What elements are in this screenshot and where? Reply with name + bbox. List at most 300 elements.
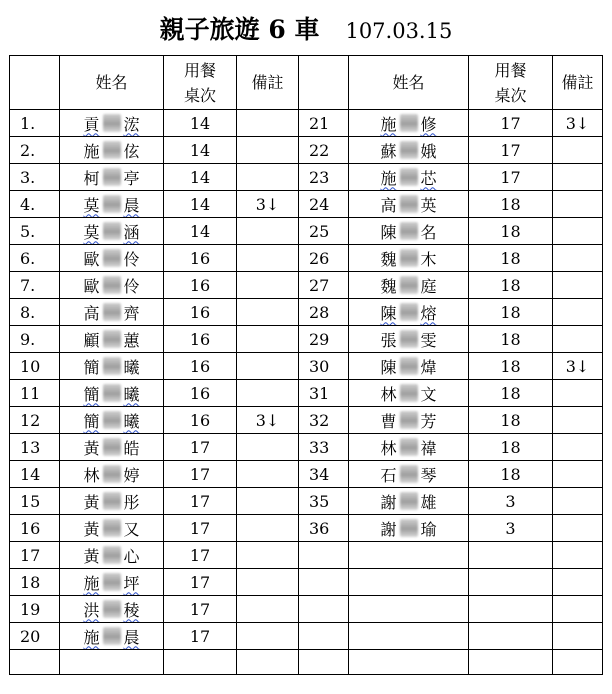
row-number: 7. [10,272,60,299]
redaction-mosaic [400,438,418,456]
name-cell [60,461,164,488]
redaction-mosaic [103,519,121,537]
surname: 施 [83,627,100,647]
table-row [10,596,603,623]
given-name-char: 伭 [123,141,140,161]
surname: 石 [380,465,397,485]
person-name [83,409,139,432]
note-cell: 3↓ [237,191,299,218]
table-number [469,569,553,596]
surname: 洪 [83,600,100,620]
row-number: 8. [10,299,60,326]
table-number: 17 [164,488,237,515]
note-cell [553,164,603,191]
surname: 莫 [83,222,100,242]
name-cell [349,488,469,515]
note-cell [553,407,603,434]
row-number [299,569,349,596]
name-cell [60,326,164,353]
table-number: 17 [164,542,237,569]
note-cell [237,245,299,272]
redaction-mosaic [103,249,121,267]
header-no-left [10,56,60,110]
name-cell [349,164,469,191]
redaction-mosaic [103,303,121,321]
table-number: 14 [164,110,237,137]
note-cell [237,488,299,515]
table-number: 18 [469,218,553,245]
row-number: 29 [299,326,349,353]
row-number: 2. [10,137,60,164]
redaction-mosaic [103,168,121,186]
name-cell [60,407,164,434]
row-number: 1. [10,110,60,137]
redaction-mosaic [103,411,121,429]
header-table-right [469,56,553,110]
redaction-mosaic [103,357,121,375]
redaction-mosaic [103,546,121,564]
name-cell [349,191,469,218]
name-cell [349,353,469,380]
name-cell [60,434,164,461]
person-name [83,328,139,351]
person-name [380,112,436,135]
name-cell [60,272,164,299]
table-row [10,569,603,596]
table-number: 3 [469,488,553,515]
header-note-right: 備註 [553,56,603,110]
person-name [380,517,436,540]
given-name-char: 禕 [420,438,437,458]
surname: 顧 [83,330,100,350]
redaction-mosaic [103,627,121,645]
table-number: 14 [164,191,237,218]
name-cell [60,596,164,623]
note-cell [237,542,299,569]
row-number: 31 [299,380,349,407]
row-number [299,596,349,623]
person-name [380,436,436,459]
name-cell [349,515,469,542]
note-cell [553,245,603,272]
note-cell [553,650,603,675]
name-cell [349,650,469,675]
surname: 陳 [380,222,397,242]
surname: 簡 [83,384,100,404]
surname: 高 [83,303,100,323]
given-name-char: 英 [420,195,437,215]
redaction-mosaic [400,195,418,213]
person-name [83,598,139,621]
note-cell [237,353,299,380]
row-number: 26 [299,245,349,272]
table-number: 17 [164,596,237,623]
note-cell [553,380,603,407]
name-cell [60,569,164,596]
table-row [10,218,603,245]
redaction-mosaic [400,141,418,159]
given-name-char: 娥 [420,141,437,161]
roster-table [9,55,603,675]
table-number: 16 [164,299,237,326]
name-cell [349,542,469,569]
given-name-char: 伶 [123,249,140,269]
row-number: 30 [299,353,349,380]
person-name [380,490,436,513]
redaction-mosaic [400,465,418,483]
note-cell [237,515,299,542]
note-cell [237,380,299,407]
given-name-char: 煒 [420,357,437,377]
table-row [10,461,603,488]
table-number: 3 [469,515,553,542]
surname: 蘇 [380,141,397,161]
table-number: 18 [469,380,553,407]
given-name-char: 又 [123,519,140,539]
note-cell: 3↓ [553,353,603,380]
redaction-mosaic [400,357,418,375]
row-number: 20 [10,623,60,650]
table-number: 14 [164,218,237,245]
table-number: 17 [164,461,237,488]
header-table-line1: 用餐 [183,60,216,80]
row-number: 25 [299,218,349,245]
redaction-mosaic [103,195,121,213]
redaction-mosaic [103,600,121,618]
note-cell [553,326,603,353]
name-cell [60,488,164,515]
note-cell [237,110,299,137]
redaction-mosaic [103,492,121,510]
person-name [83,139,139,162]
person-name [380,247,436,270]
person-name [83,571,139,594]
given-name-char: 名 [420,222,437,242]
given-name-char: 木 [420,249,437,269]
surname: 林 [380,438,397,458]
name-cell [349,596,469,623]
name-cell [60,623,164,650]
roster-body [10,110,603,675]
person-name [380,382,436,405]
note-cell [237,218,299,245]
given-name-char: 曦 [123,411,140,431]
person-name [83,193,139,216]
redaction-mosaic [103,573,121,591]
name-cell [349,137,469,164]
row-number: 9. [10,326,60,353]
given-name-char: 齊 [123,303,140,323]
table-number: 16 [164,245,237,272]
note-cell [553,488,603,515]
row-number: 12 [10,407,60,434]
row-number: 16 [10,515,60,542]
redaction-mosaic [103,438,121,456]
redaction-mosaic [103,114,121,132]
table-number: 16 [164,353,237,380]
note-cell [237,272,299,299]
surname: 施 [380,114,397,134]
surname: 高 [380,195,397,215]
note-cell [237,650,299,675]
surname: 簡 [83,357,100,377]
note-cell [237,596,299,623]
note-cell: 3↓ [553,110,603,137]
surname: 曹 [380,411,397,431]
name-cell [349,299,469,326]
header-note-left: 備註 [237,56,299,110]
table-number: 14 [164,137,237,164]
surname: 歐 [83,249,100,269]
surname: 黃 [83,546,100,566]
note-cell [553,623,603,650]
row-number [299,623,349,650]
note-cell [237,434,299,461]
table-number: 18 [469,353,553,380]
table-number: 18 [469,299,553,326]
person-name [380,274,436,297]
person-name [380,301,436,324]
note-cell [237,623,299,650]
table-number [469,650,553,675]
redaction-mosaic [400,384,418,402]
person-name [380,409,436,432]
row-number: 24 [299,191,349,218]
person-name [380,328,436,351]
name-cell [349,110,469,137]
person-name [380,193,436,216]
note-cell [553,218,603,245]
note-cell [237,326,299,353]
given-name-char: 瑜 [420,519,437,539]
person-name [380,355,436,378]
given-name-char: 蕙 [123,330,140,350]
redaction-mosaic [400,168,418,186]
person-name [83,544,139,567]
name-cell [349,245,469,272]
person-name [380,139,436,162]
given-name-char: 亭 [123,168,140,188]
name-cell [60,380,164,407]
person-name [83,625,139,648]
row-number: 22 [299,137,349,164]
surname: 施 [380,168,397,188]
row-number: 17 [10,542,60,569]
given-name-char: 坪 [123,573,140,593]
note-cell [553,542,603,569]
table-row [10,515,603,542]
table-row [10,488,603,515]
redaction-mosaic [400,492,418,510]
table-number: 16 [164,272,237,299]
person-name [380,463,436,486]
given-name-char: 心 [123,546,140,566]
redaction-mosaic [103,222,121,240]
table-number: 17 [164,434,237,461]
given-name-char: 浤 [123,114,140,134]
row-number: 14 [10,461,60,488]
person-name [83,112,139,135]
header-table-line2: 桌次 [494,85,527,105]
row-number: 23 [299,164,349,191]
note-cell [553,461,603,488]
table-row [10,380,603,407]
table-row [10,245,603,272]
row-number: 21 [299,110,349,137]
row-number [299,542,349,569]
table-row [10,542,603,569]
table-number [469,596,553,623]
given-name-char: 芳 [420,411,437,431]
name-cell [60,515,164,542]
surname: 魏 [380,249,397,269]
note-cell [553,299,603,326]
redaction-mosaic [400,276,418,294]
given-name-char: 修 [420,114,437,134]
table-number [164,650,237,675]
person-name [380,220,436,243]
table-number: 17 [164,569,237,596]
row-number: 6. [10,245,60,272]
header-row [10,56,603,110]
redaction-mosaic [400,222,418,240]
note-cell [553,191,603,218]
header-name-right: 姓名 [349,56,469,110]
row-number: 35 [299,488,349,515]
row-number: 13 [10,434,60,461]
given-name-char: 熔 [420,303,437,323]
table-row [10,110,603,137]
redaction-mosaic [400,330,418,348]
table-row [10,137,603,164]
note-cell [237,569,299,596]
table-row [10,650,603,675]
surname: 陳 [380,303,397,323]
table-row [10,299,603,326]
person-name [83,490,139,513]
name-cell [60,650,164,675]
surname: 陳 [380,357,397,377]
surname: 莫 [83,195,100,215]
note-cell [553,596,603,623]
redaction-mosaic [103,141,121,159]
surname: 歐 [83,276,100,296]
table-number: 18 [469,434,553,461]
person-name [83,166,139,189]
row-number: 11 [10,380,60,407]
note-cell [553,569,603,596]
row-number: 15 [10,488,60,515]
surname: 施 [83,573,100,593]
header-table-left [164,56,237,110]
table-row [10,623,603,650]
given-name-char: 彤 [123,492,140,512]
note-cell [237,299,299,326]
person-name [83,301,139,324]
name-cell [349,407,469,434]
person-name [83,220,139,243]
note-cell [237,164,299,191]
table-row [10,272,603,299]
given-name-char: 琴 [420,465,437,485]
name-cell [60,191,164,218]
surname: 施 [83,141,100,161]
name-cell [60,137,164,164]
header-table-line1: 用餐 [494,60,527,80]
row-number: 19 [10,596,60,623]
note-cell: 3↓ [237,407,299,434]
given-name-char: 涵 [123,222,140,242]
row-number [10,650,60,675]
given-name-char: 曦 [123,357,140,377]
table-number: 18 [469,326,553,353]
redaction-mosaic [103,276,121,294]
surname: 張 [380,330,397,350]
redaction-mosaic [400,303,418,321]
person-name [83,355,139,378]
given-name-char: 曦 [123,384,140,404]
name-cell [349,326,469,353]
given-name-char: 晨 [123,627,140,647]
surname: 魏 [380,276,397,296]
note-cell [553,272,603,299]
name-cell [60,299,164,326]
given-name-char: 芯 [420,168,437,188]
table-number: 17 [469,110,553,137]
row-number: 33 [299,434,349,461]
redaction-mosaic [400,249,418,267]
header-table-line2: 桌次 [183,85,216,105]
surname: 柯 [83,168,100,188]
row-number: 5. [10,218,60,245]
name-cell [60,110,164,137]
name-cell [349,623,469,650]
surname: 貢 [83,114,100,134]
row-number: 34 [299,461,349,488]
surname: 簡 [83,411,100,431]
table-number: 18 [469,407,553,434]
given-name-char: 稜 [123,600,140,620]
given-name-char: 庭 [420,276,437,296]
table-row [10,164,603,191]
person-name [83,247,139,270]
name-cell [349,272,469,299]
person-name [380,166,436,189]
row-number: 28 [299,299,349,326]
given-name-char: 文 [420,384,437,404]
name-cell [60,164,164,191]
name-cell [60,245,164,272]
row-number: 4. [10,191,60,218]
row-number: 27 [299,272,349,299]
title-date: 107.03.15 [345,19,453,43]
table-row [10,191,603,218]
table-number: 18 [469,245,553,272]
surname: 謝 [380,492,397,512]
redaction-mosaic [400,114,418,132]
table-number: 18 [469,272,553,299]
note-cell [553,137,603,164]
table-number: 18 [469,191,553,218]
header-name-left: 姓名 [60,56,164,110]
name-cell [349,218,469,245]
name-cell [60,542,164,569]
name-cell [349,434,469,461]
row-number [299,650,349,675]
surname: 黃 [83,438,100,458]
name-cell [349,569,469,596]
table-number: 17 [164,515,237,542]
